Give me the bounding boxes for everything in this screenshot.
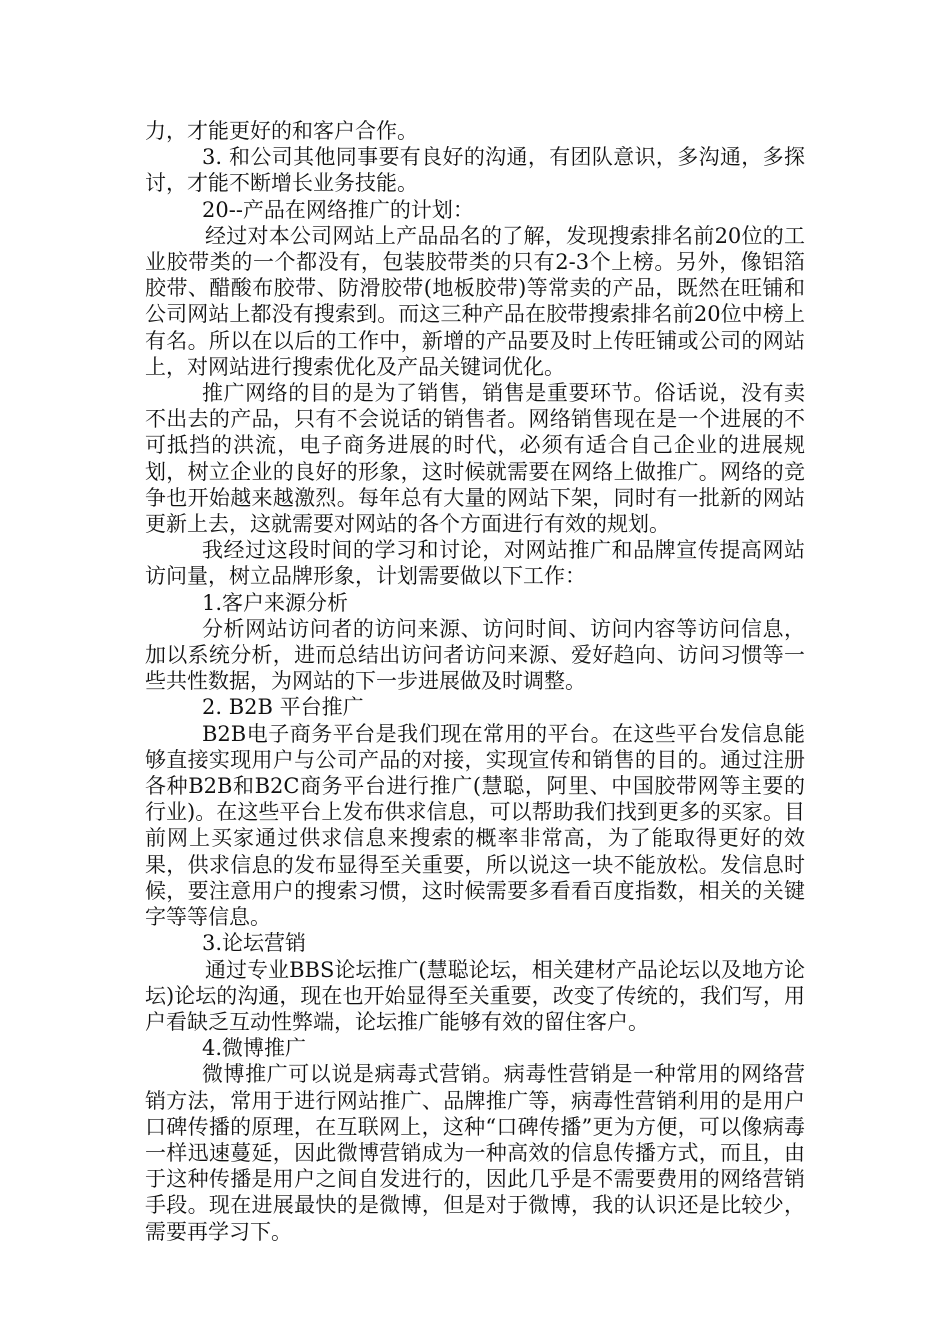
heading-b2b-platform: 2. B2B 平台推广 bbox=[202, 695, 364, 720]
paragraph-work-plan-intro: 我经过这段时间的学习和讨论，对网站推广和品牌宣传提高网站访问量，树立品牌形象，计划需要做以下工作： bbox=[145, 538, 805, 589]
section-heading-promotion-plan: 20--产品在网络推广的计划： bbox=[202, 197, 474, 222]
paragraph-forum-marketing: 通过专业BBS论坛推广(慧聪论坛，相关建材产品论坛以及地方论坛)论坛的沟通，现在也开始显得至关重要，改变了传统的，我们写，用户看缺乏互动性弊端，论坛推广能够有效的留住客户。 bbox=[145, 957, 805, 1034]
document-body bbox=[145, 118, 805, 1245]
heading-weibo-promotion: 4.微博推广 bbox=[202, 1036, 307, 1061]
paragraph-b2b-platform: B2B电子商务平台是我们现在常用的平台。在这些平台发信息能够直接实现用户与公司产品的对接，实现宣传和销售的目的。通过注册各种B2B和B2C商务平台进行推广(慧聪，阿里、中国胶带网等主要的行业)。在这些平台上发布供求信息，可以帮助我们找到更多的买家。目前网上买家通过供求信息来搜索的概率非常高，为了能取得更好的效果，供求信息的发布显得至关重要，所以说这一块不能放松。发信息时候，要注意用户的搜索习惯，这时候需要多看看百度指数，相关的关键字等等信息。 bbox=[145, 721, 805, 930]
paragraph-promotion-purpose: 推广网络的目的是为了销售，销售是重要环节。俗话说，没有卖不出去的产品，只有不会说话的销售者。网络销售现在是一个进展的不可抵挡的洪流，电子商务进展的时代，必须有适合自己企业的进展规划，树立企业的良好的形象，这时候就需要在网络上做推广。网络的竞争也开始越来越激烈。每年总有大量的网站下架，同时有一批新的网站更新上去，这就需要对网站的各个方面进行有效的规划。 bbox=[145, 381, 805, 537]
paragraph-customer-source-analysis: 分析网站访问者的访问来源、访问时间、访问内容等访问信息，加以系统分析，进而总结出访问者访问来源、爱好趋向、访问习惯等一些共性数据，为网站的下一步进展做及时调整。 bbox=[145, 616, 805, 694]
heading-customer-source-analysis: 1.客户来源分析 bbox=[202, 590, 349, 615]
paragraph-weibo-promotion: 微博推广可以说是病毒式营销。病毒性营销是一种常用的网络营销方法，常用于进行网站推广、品牌推广等，病毒性营销利用的是用户口碑传播的原理，在互联网上，这种“口碑传播”更为方便，可以像病毒一样迅速蔓延，因此微博营销成为一种高效的信息传播方式，而且，由于这种传播是用户之间自发进行的，因此几乎是不需要费用的网络营销手段。现在进展最快的是微博，但是对于微博，我的认识还是比较少，需要再学习下。 bbox=[145, 1062, 805, 1244]
paragraph-continuation: 力，才能更好的和客户合作。 bbox=[145, 119, 418, 143]
paragraph-item-3-communication: 3. 和公司其他同事要有良好的沟通，有团队意识，多沟通，多探讨，才能不断增长业务技能。 bbox=[145, 145, 805, 196]
paragraph-product-analysis: 经过对本公司网站上产品品名的了解，发现搜索排名前20位的工业胶带类的一个都没有，包装胶带类的只有2-3个上榜。另外，像铝箔胶带、醋酸布胶带、防滑胶带(地板胶带)等常卖的产品，既然在旺铺和公司网站上都没有搜索到。而这三种产品在胶带搜索排名前20位中榜上有名。所以在以后的工作中，新增的产品要及时上传旺铺或公司的网站上，对网站进行搜索优化及产品关键词优化。 bbox=[145, 223, 805, 379]
heading-forum-marketing: 3.论坛营销 bbox=[202, 931, 307, 956]
